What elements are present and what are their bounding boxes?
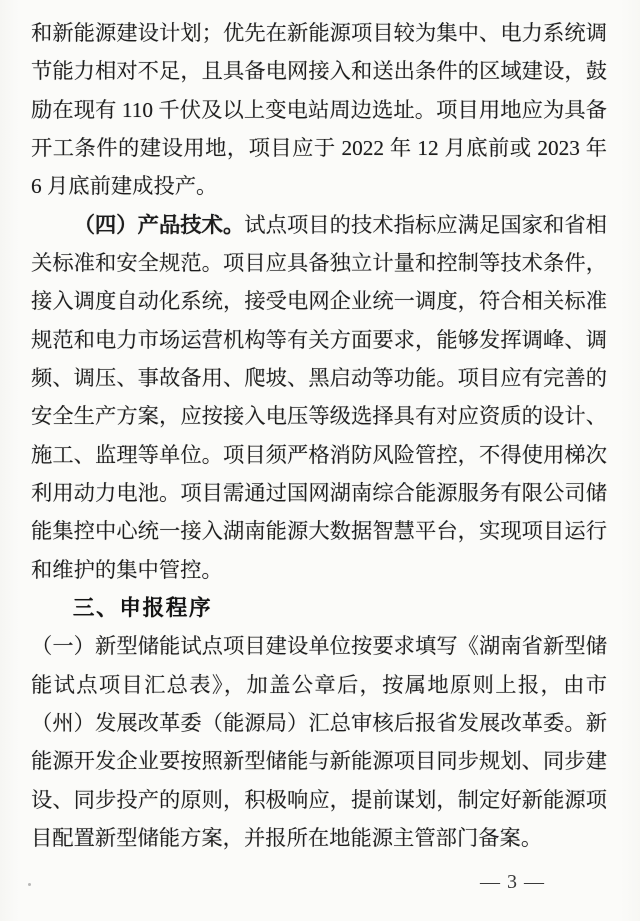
scan-speck [28,883,31,886]
section-heading-application-procedure: 三、申报程序 [72,595,213,620]
scan-speck [597,117,599,119]
paragraph-product-technology-text: 试点项目的技术指标应满足国家和省相关标准和安全规范。项目应具备独立计量和控制等技术条件，接入调度自动化系统，接受电网企业统一调度，符合相关标准规范和电力市场运营机构等有关方面要求，能够发挥调峰、调频、调压、事故备用、爬坡、黑启动等功能。项目应有完善的安全生产方案，应按接入电压等级选择具有对应资质的设计、施工、监理等单位。项目须严格消防风险管控，不得使用梯次利用动力电池。项目需通过国网湖南综合能源服务有限公司储能集控中心统一接入湖南能源大数据智慧平台，实现项目运行和维护的集中管控。 [31,212,607,582]
paragraph-siting-requirements: 和新能源建设计划；优先在新能源项目较为集中、电力系统调节能力相对不足，且具备电网接入和送出条件的区域建设，鼓励在现有 110 千伏及以上变电站周边选址。项目用地应为具备开工条件的建设用地，项目应于 2022 年 12 月底前或 2023 年 6 月底前建成投产。 [31,21,607,199]
paragraph-lead-product-technology: （四）产品技术。 [73,212,245,237]
page-number: — 3 — [480,871,545,894]
paragraph-application-procedure: （一）新型储能试点项目建设单位按要求填写《湖南省新型储能试点项目汇总表》，加盖公章后，按属地原则上报，由市（州）发展改革委（能源局）汇总审核后报省发展改革委。新能源开发企业要按照新型储能与新能源项目同步规划、同步建设、同步投产的原则，积极响应，提前谋划，制定好新能源项目配置新型储能方案，并报所在地能源主管部门备案。 [31,634,607,850]
paragraph-product-technology [31,206,607,589]
